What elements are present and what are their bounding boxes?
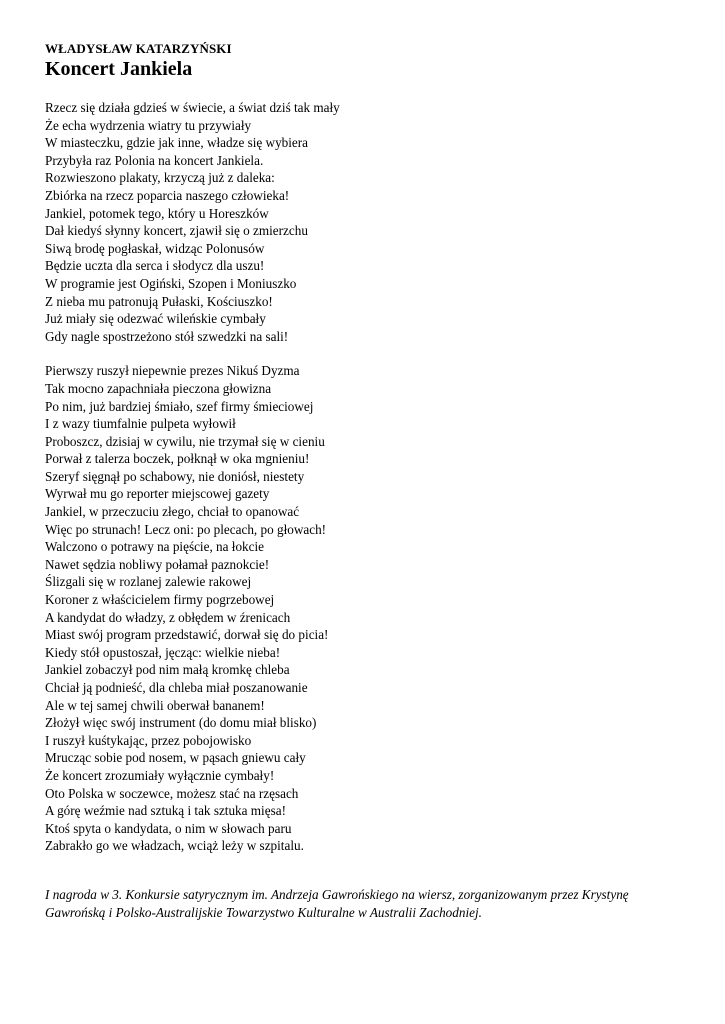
poem-line: W miasteczku, gdzie jak inne, władze się wybiera [45, 135, 309, 151]
stanza-2 [45, 362, 695, 855]
poem-line: Dał kiedyś słynny koncert, zjawił się o zmierzchu [45, 223, 308, 239]
poem-line: Nawet sędzia nobliwy połamał paznokcie! [45, 556, 270, 572]
poem-line: Więc po strunach! Lecz oni: po plecach, po głowach! [45, 521, 327, 537]
poem-line: Miast swój program przedstawić, dorwał się do picia! [45, 627, 329, 643]
poem-line: W programie jest Ogiński, Szopen i Moniuszko [45, 275, 297, 291]
poem-title: Koncert Jankiela [45, 58, 193, 80]
poem-line: Pierwszy ruszył niepewnie prezes Nikuś Dyzma [45, 363, 300, 379]
document-page [45, 40, 695, 935]
poem-line: Tak mocno zapachniała pieczona głowizna [45, 380, 272, 396]
poem-line: Że koncert zrozumiały wyłącznie cymbały! [45, 767, 275, 783]
poem-line: Przybyła raz Polonia na koncert Jankiela. [45, 152, 264, 168]
poem-line: Zbiórka na rzecz poparcia naszego człowieka! [45, 187, 290, 203]
poem-line: Rzecz się działa gdzieś w świecie, a świat dziś tak mały [45, 100, 340, 115]
poem-line: Jankiel, w przeczuciu złego, chciał to opanować [45, 504, 300, 520]
poem-line: Złożył więc swój instrument (do domu miał blisko) [45, 715, 317, 731]
poem-line: Jankiel, potomek tego, który u Horeszków [45, 205, 269, 221]
stanza-1 [45, 99, 695, 345]
poem-line: Ktoś spyta o kandydata, o nim w słowach paru [45, 820, 292, 836]
poem-line: Walczono o potrawy na pięście, na łokcie [45, 539, 265, 555]
poem-line: Z nieba mu patronują Pułaski, Kościuszko! [45, 293, 273, 309]
poem-line: Proboszcz, dzisiaj w cywilu, nie trzymał się w cieniu [45, 433, 325, 449]
poem-line: Będzie uczta dla serca i słodycz dla uszu! [45, 258, 265, 274]
poem-line: Już miały się odezwać wileńskie cymbały [45, 311, 266, 327]
award-footnote: I nagroda w 3. Konkursie satyrycznym im. Andrzeja Gawrońskiego na wiersz, zorganizowanym przez Krystynę Gawrońską i Polsko-Australijskie Towarzystwo Kulturalne w Australii Zachodniej. [45, 886, 629, 920]
poem-line: I z wazy tiumfalnie pulpeta wyłowił [45, 416, 236, 432]
poem-line: Koroner z właścicielem firmy pogrzebowej [45, 592, 275, 608]
poem-line: Po nim, już bardziej śmiało, szef firmy śmieciowej [45, 398, 314, 414]
poem-line: Wyrwał mu go reporter miejscowej gazety [45, 486, 270, 502]
author-name: WŁADYSŁAW KATARZYŃSKI [45, 41, 232, 56]
poem-line: Chciał ją podnieść, dla chleba miał poszanowanie [45, 680, 308, 695]
poem-line: Mrucząc sobie pod nosem, w pąsach gniewu cały [45, 750, 306, 766]
poem-line: Zabrakło go we władzach, wciąż leży w szpitalu. [45, 838, 304, 854]
poem-line: Że echa wydrzenia wiatry tu przywiały [45, 117, 252, 133]
poem-line: Oto Polska w soczewce, możesz stać na rzęsach [45, 785, 299, 801]
poem-line: Kiedy stół opustoszał, jęcząc: wielkie nieba! [45, 644, 281, 660]
poem-line: Porwał z talerza boczek, połknął w oka mgnieniu! [45, 451, 310, 467]
poem-line: Ślizgali się w rozlanej zalewie rakowej [45, 574, 252, 590]
poem-line: Szeryf sięgnął po schabowy, nie doniósł, niestety [45, 468, 305, 484]
poem-line: Siwą brodę pogłaskał, widząc Polonusów [45, 240, 265, 256]
poem-line: Jankiel zobaczył pod nim małą kromkę chleba [45, 662, 290, 678]
poem-line: Rozwieszono plakaty, krzyczą już z daleka: [45, 170, 275, 186]
poem-line: A górę weźmie nad sztuką i tak sztuka mięsa! [45, 803, 286, 819]
poem-line: Gdy nagle spostrzeżono stół szwedzki na sali! [45, 328, 289, 344]
poem-line: A kandydat do władzy, z obłędem w źrenicach [45, 609, 291, 625]
poem-line: Ale w tej samej chwili oberwał bananem! [45, 697, 265, 713]
poem-line: I ruszył kuśtykając, przez pobojowisko [45, 732, 252, 748]
